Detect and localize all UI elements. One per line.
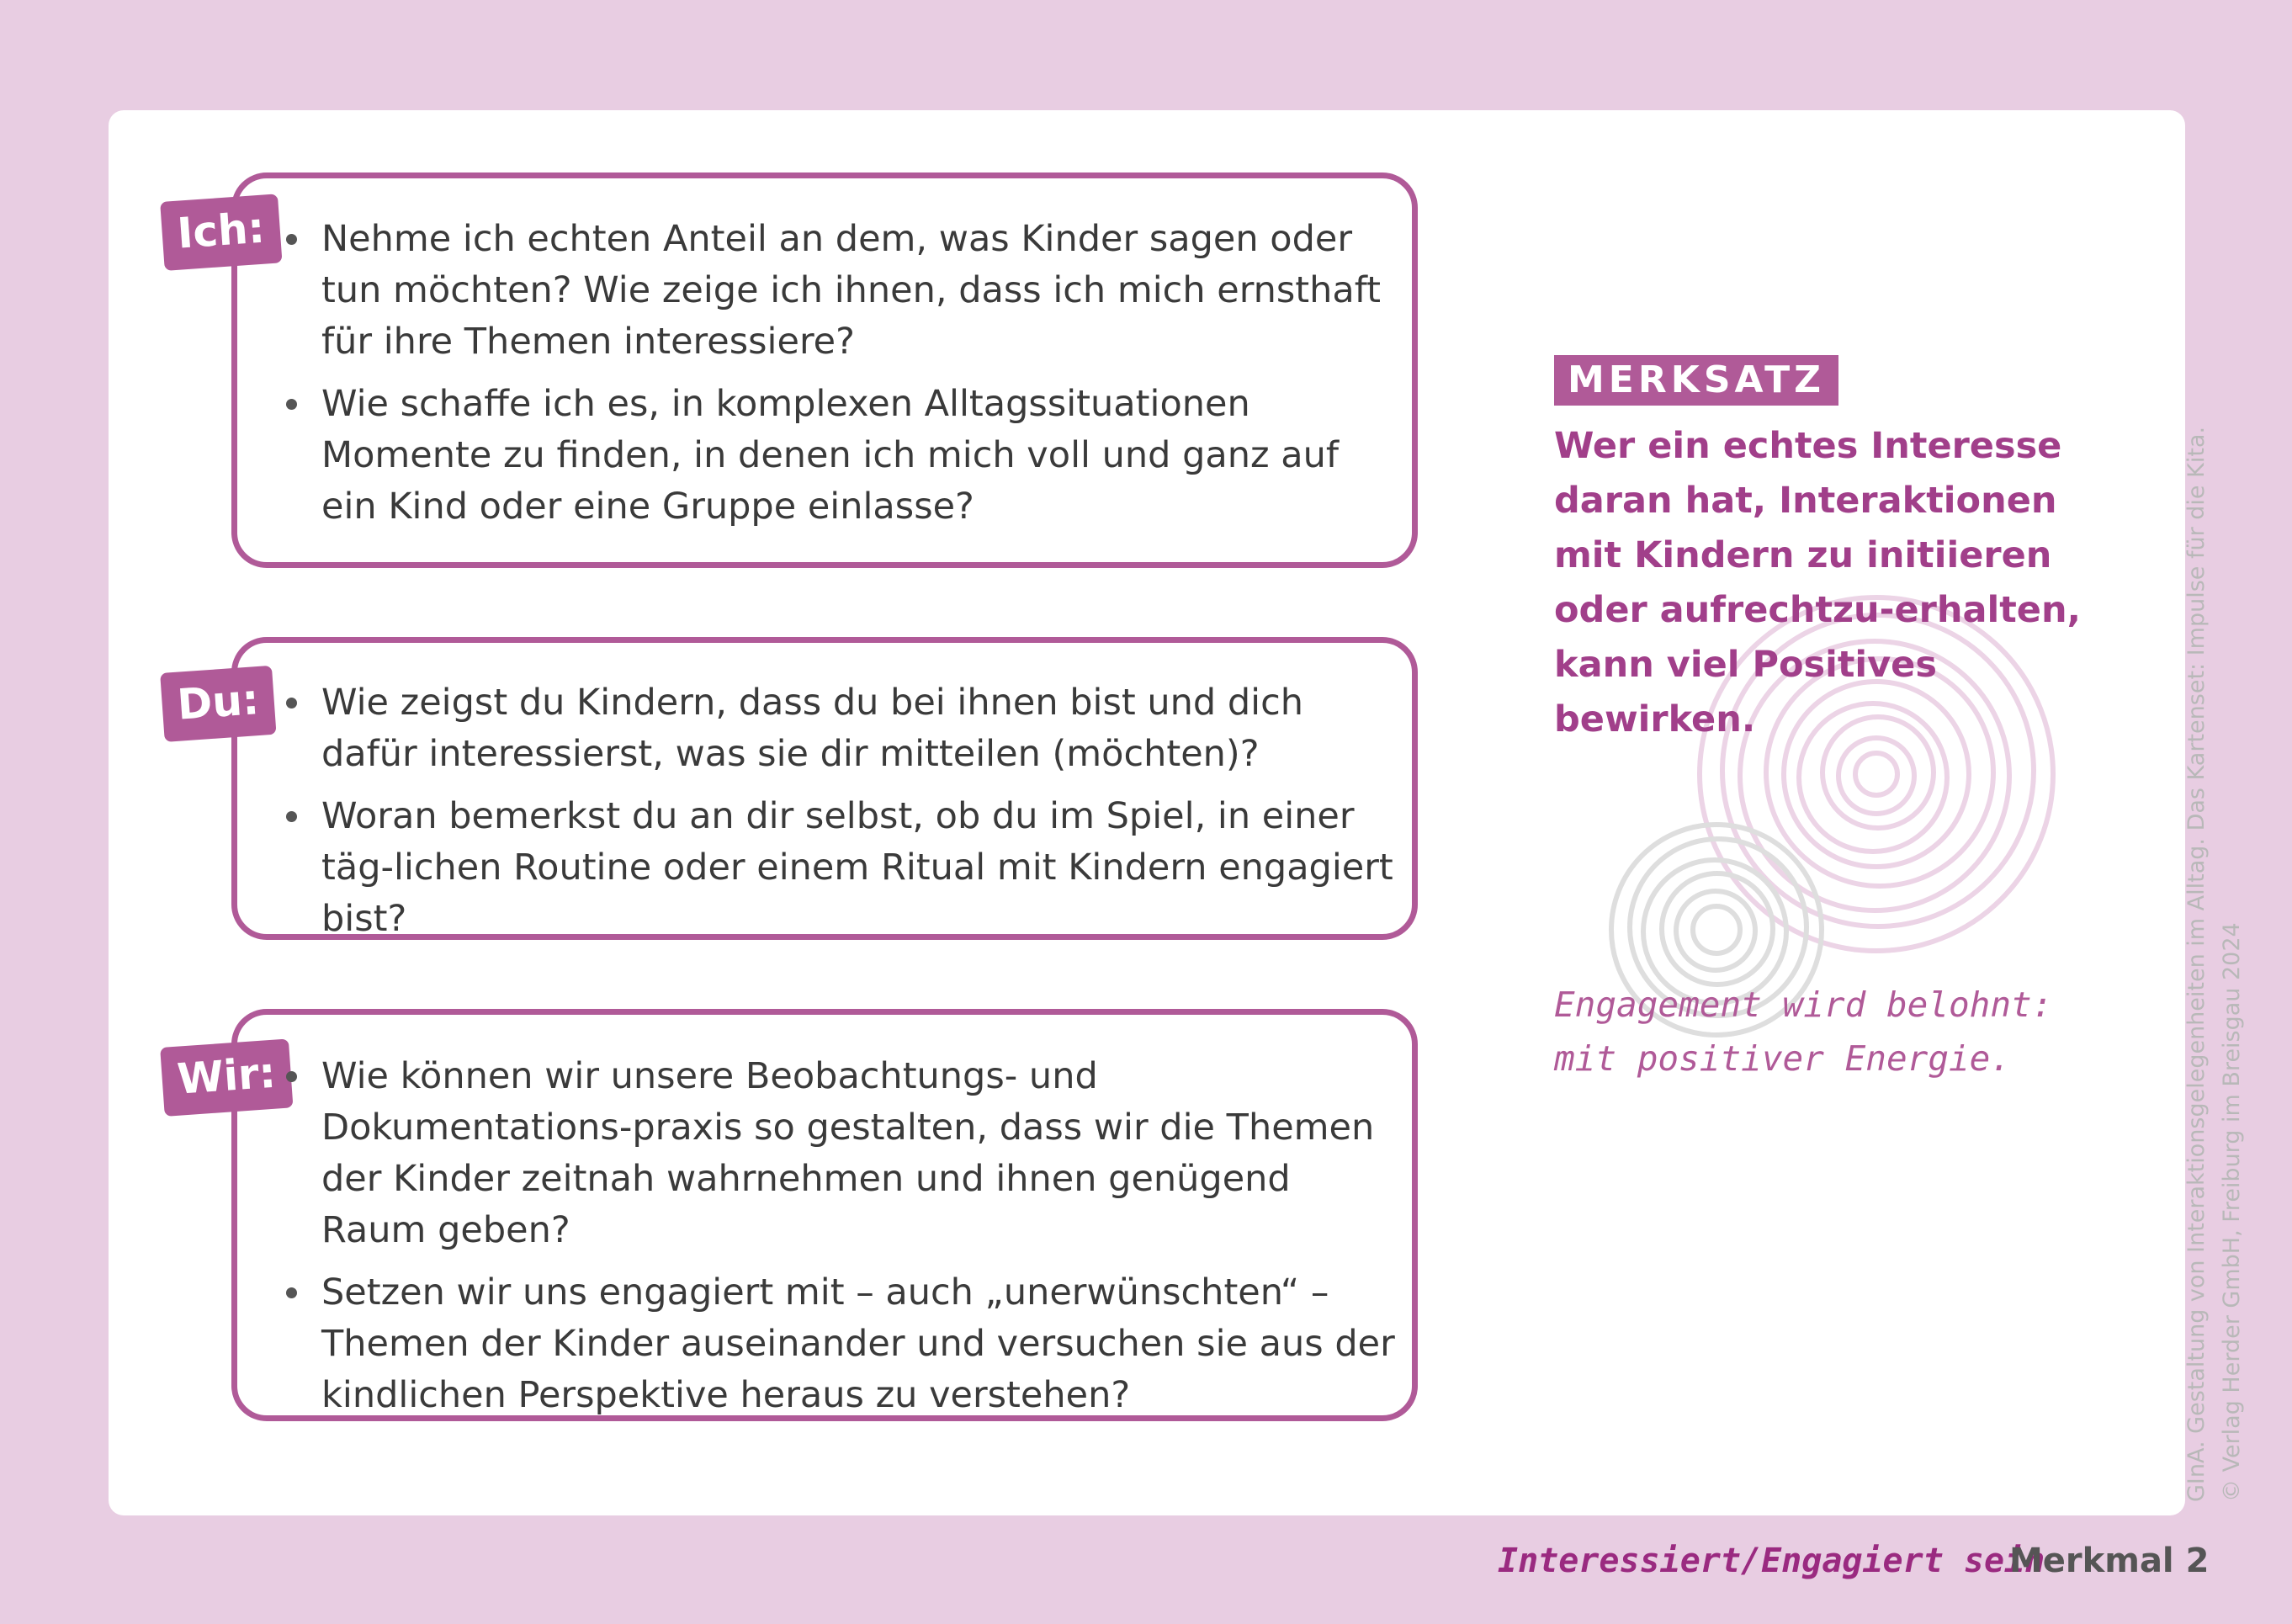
engagement-quote xyxy=(1554,978,2143,1085)
question-text: Nehme ich echten Anteil an dem, was Kinder sagen oder tun möchten? Wie zeige ich ihnen, dass ich mich ernsthaft für ihre Themen interessiere? xyxy=(321,218,1381,363)
question-text: Woran bemerkst du an dir selbst, ob du im Spiel, in einer täg-lichen Routine oder einem Ritual mit Kindern engagiert bist? xyxy=(321,795,1393,940)
question-text: Wie schaffe ich es, in komplexen Alltagssituationen Momente zu finden, in denen ich mich voll und ganz auf ein Kind oder eine Gruppe einlasse? xyxy=(321,383,1339,528)
bullet-icon xyxy=(286,811,297,822)
ich-tag: Ich: xyxy=(160,194,282,271)
bullet-icon xyxy=(286,1071,297,1082)
list-item xyxy=(286,1051,1405,1256)
merksatz-label: MERKSATZ xyxy=(1554,355,1838,406)
du-tag: Du: xyxy=(160,666,277,742)
wir-questions xyxy=(286,1051,1405,1432)
list-item xyxy=(286,791,1405,945)
copyright-line-1: GInA. Gestaltung von Interaktionsgelegenheiten im Alltag. Das Kartenset: Impulse für die Kita. xyxy=(2183,426,2210,1502)
wir-tag: Wir: xyxy=(160,1038,293,1116)
footer-merkmal: Merkmal 2 xyxy=(2009,1542,2210,1580)
bullet-icon xyxy=(286,1287,297,1298)
question-text: Wie zeigst du Kindern, dass du bei ihnen bist und dich dafür interessierst, was sie dir mitteilen (möchten)? xyxy=(321,682,1304,775)
question-text: Setzen wir uns engagiert mit – auch „unerwünschten“ – Themen der Kinder auseinander und versuchen sie aus der kindlichen Perspektive heraus zu verstehen? xyxy=(321,1271,1395,1416)
list-item xyxy=(286,1267,1405,1421)
question-text: Wie können wir unsere Beobachtungs- und Dokumentations-praxis so gestalten, dass wir die Themen der Kinder zeitnah wahrnehmen und ihnen genügend Raum geben? xyxy=(321,1055,1375,1251)
list-item xyxy=(286,677,1405,780)
quote-line-2: mit positiver Energie. xyxy=(1554,1038,2012,1079)
list-item xyxy=(286,214,1405,368)
copyright-line-2: © Verlag Herder GmbH, Freiburg im Breisgau 2024 xyxy=(2219,922,2245,1502)
quote-line-1: Engagement wird belohnt: xyxy=(1554,984,2053,1025)
bullet-icon xyxy=(286,698,297,709)
bullet-icon xyxy=(286,234,297,245)
du-questions xyxy=(286,677,1405,956)
merksatz-text: Wer ein echtes Interesse daran hat, Interaktionen mit Kindern zu initiieren oder aufrechtzu-erhalten, kann viel Positives bewirken. xyxy=(1554,425,2081,740)
footer-title: Interessiert/Engagiert sein xyxy=(1498,1542,2045,1580)
list-item xyxy=(286,379,1405,533)
bullet-icon xyxy=(286,399,297,410)
ich-questions xyxy=(286,214,1405,544)
copyright-note xyxy=(2179,408,2250,1502)
